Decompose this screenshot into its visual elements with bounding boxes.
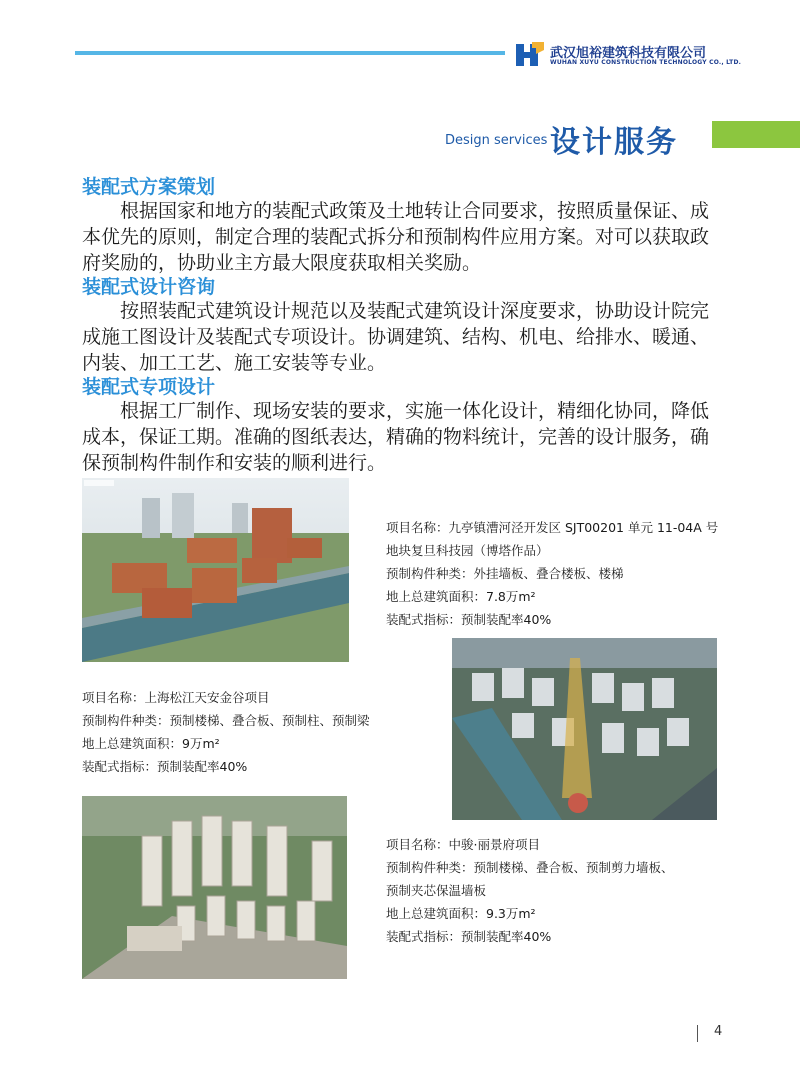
project-photo-tianan-jingu xyxy=(452,638,717,820)
services-content xyxy=(82,176,722,476)
header-rule xyxy=(75,51,505,55)
caption-line: 预制构件种类：预制楼梯、叠合板、预制柱、预制梁 xyxy=(82,713,370,728)
caption-line: 预制构件种类：预制楼梯、叠合板、预制剪力墙板、 xyxy=(386,860,674,875)
caption-line: 预制构件种类：外挂墙板、叠合楼板、楼梯 xyxy=(386,566,624,581)
company-name-en: WUHAN XUYU CONSTRUCTION TECHNOLOGY CO., LTD. xyxy=(550,59,742,66)
project-caption-tianan-jingu xyxy=(82,686,370,778)
caption-line: 装配式指标：预制装配率40% xyxy=(386,929,552,944)
caption-line: 预制夹芯保温墙板 xyxy=(386,883,487,898)
caption-line: 地上总建筑面积：9.3万m² xyxy=(386,906,536,921)
caption-line: 项目名称：中骏·丽景府项目 xyxy=(386,837,540,852)
project-photo-zhongjun-lijingfu xyxy=(82,796,347,979)
caption-line: 地上总建筑面积：9万m² xyxy=(82,736,220,751)
section-body-special-design: 根据工厂制作、现场安装的要求，实施一体化设计，精细化协同，降低成本，保证工期。准确的图纸表达，精确的物料统计，完善的设计服务，确保预制构件制作和安装的顺利进行。 xyxy=(82,400,710,474)
section-header-en: Design services xyxy=(445,133,548,148)
header-accent-bar xyxy=(712,121,800,148)
caption-line: 装配式指标：预制装配率40% xyxy=(82,759,248,774)
caption-line: 地块复旦科技园（博塔作品） xyxy=(386,543,549,558)
company-logo-icon xyxy=(514,40,546,68)
page-number-separator xyxy=(697,1025,698,1042)
project-photo-fudan-park xyxy=(82,478,349,662)
caption-line: 装配式指标：预制装配率40% xyxy=(386,612,552,627)
section-header-cn: 设计服务 xyxy=(550,125,678,160)
page-number: 4 xyxy=(714,1024,723,1039)
caption-line: 地上总建筑面积：7.8万m² xyxy=(386,589,536,604)
project-caption-fudan-park xyxy=(386,516,718,631)
section-body-planning: 根据国家和地方的装配式政策及土地转让合同要求，按照质量保证、成本优先的原则，制定合理的装配式拆分和预制构件应用方案。对可以获取政府奖励的，协助业主方最大限度获取相关奖励。 xyxy=(82,200,710,274)
caption-line: 项目名称：九亭镇漕河泾开发区 SJT00201 单元 11-04A 号 xyxy=(386,520,719,535)
section-title-planning: 装配式方案策划 xyxy=(82,176,216,198)
caption-line: 项目名称：上海松江天安金谷项目 xyxy=(82,690,270,705)
company-name-cn: 武汉旭裕建筑科技有限公司 xyxy=(550,46,707,61)
project-caption-zhongjun-lijingfu xyxy=(386,833,674,948)
section-title-consulting: 装配式设计咨询 xyxy=(82,276,216,298)
section-title-special-design: 装配式专项设计 xyxy=(82,376,216,398)
section-body-consulting: 按照装配式建筑设计规范以及装配式建筑设计深度要求，协助设计院完成施工图设计及装配式专项设计。协调建筑、结构、机电、给排水、暖通、内装、加工工艺、施工安装等专业。 xyxy=(82,300,710,374)
